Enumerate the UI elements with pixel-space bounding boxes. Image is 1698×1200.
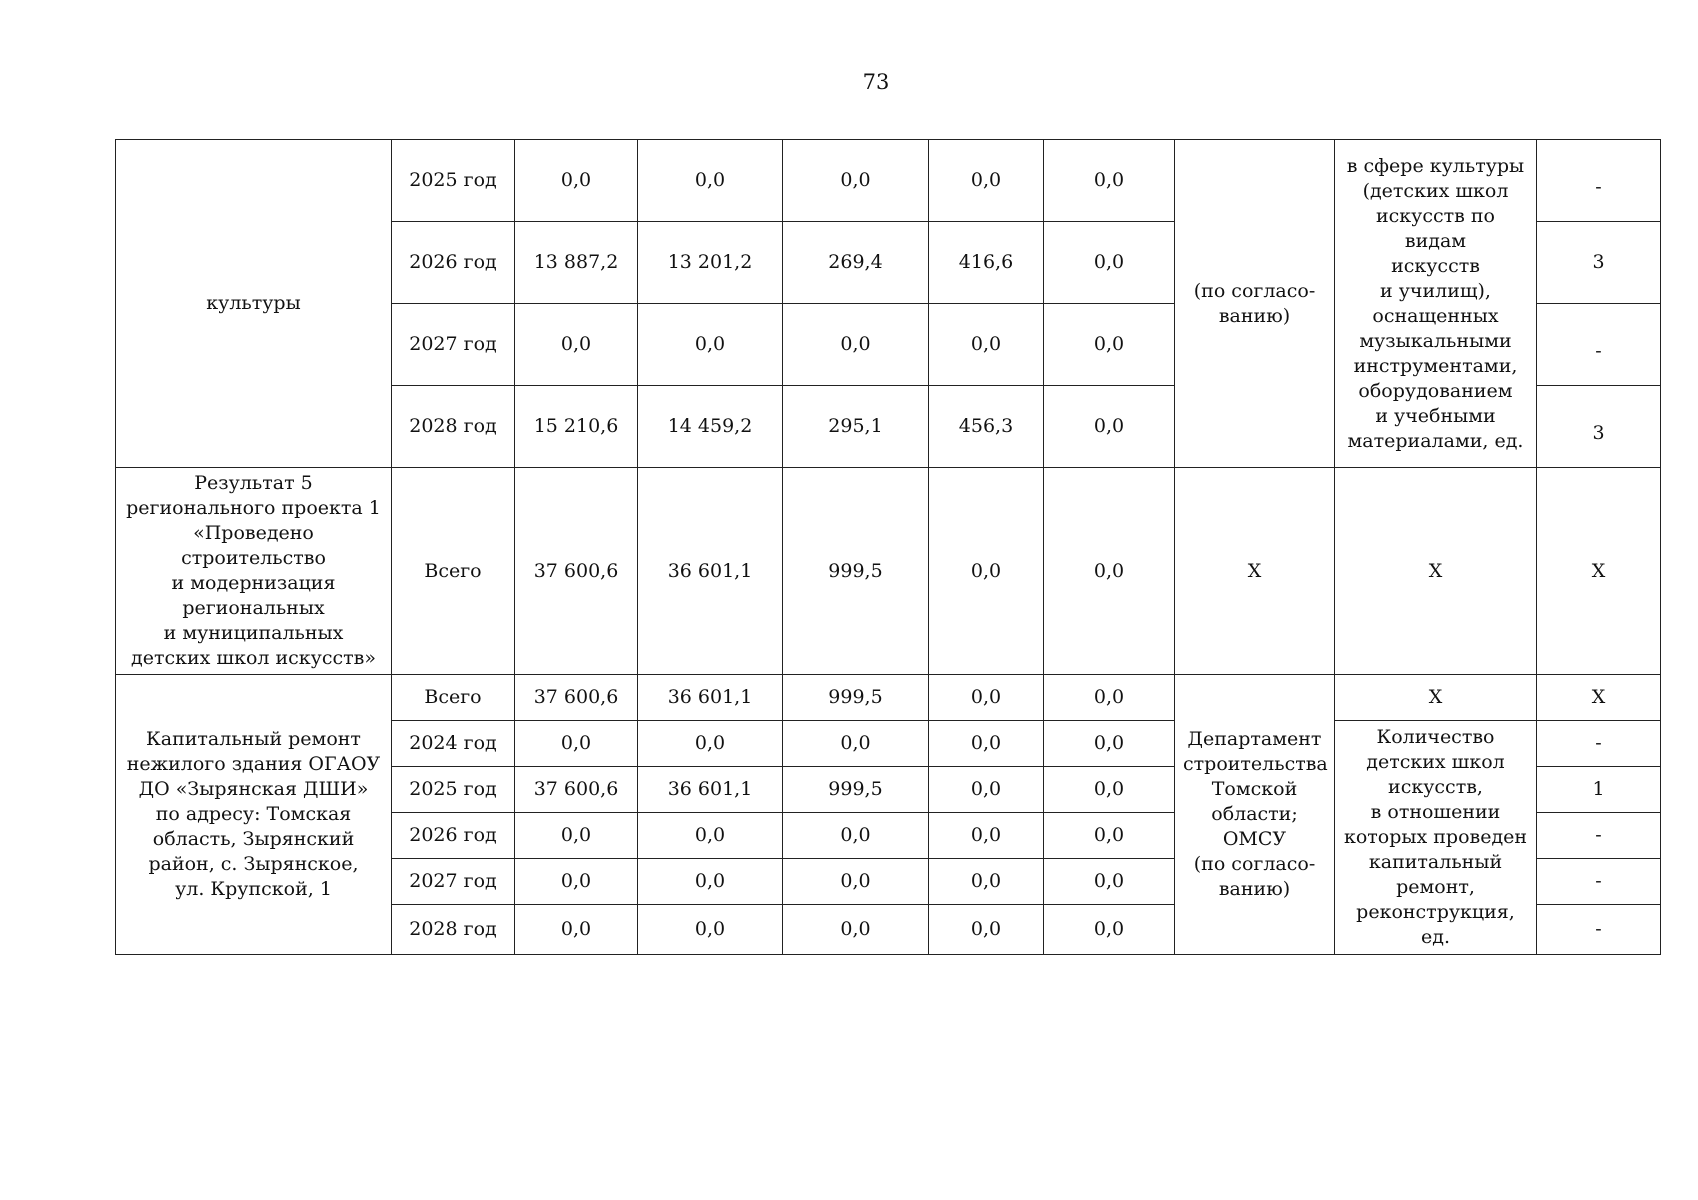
amount-cell: 14 459,2 [638, 386, 783, 468]
amount-cell: 0,0 [515, 304, 638, 386]
amount-cell: 0,0 [929, 813, 1044, 859]
indicator-value-cell: - [1537, 304, 1661, 386]
amount-cell: 0,0 [515, 905, 638, 955]
amount-cell: 0,0 [638, 859, 783, 905]
amount-cell: 37 600,6 [515, 767, 638, 813]
indicator-cell: Х [1335, 675, 1537, 721]
amount-cell: 0,0 [929, 140, 1044, 222]
amount-cell: 37 600,6 [515, 468, 638, 675]
period-cell: 2024 год [392, 721, 515, 767]
amount-cell: 0,0 [1044, 675, 1175, 721]
amount-cell: 416,6 [929, 222, 1044, 304]
amount-cell: 0,0 [638, 721, 783, 767]
amount-cell: 0,0 [638, 304, 783, 386]
indicator-cell: Количество детских школ искусств, в отношении которых проведен капитальный ремонт, реконструкция, ед. [1335, 721, 1537, 955]
amount-cell: 0,0 [929, 721, 1044, 767]
amount-cell: 0,0 [929, 468, 1044, 675]
amount-cell: 0,0 [929, 905, 1044, 955]
activity-name-cell: культуры [116, 140, 392, 468]
amount-cell: 0,0 [515, 721, 638, 767]
indicator-value-cell: - [1537, 813, 1661, 859]
amount-cell: 0,0 [638, 813, 783, 859]
amount-cell: 0,0 [1044, 386, 1175, 468]
amount-cell: 0,0 [515, 813, 638, 859]
indicator-value-cell: - [1537, 905, 1661, 955]
amount-cell: 0,0 [783, 304, 929, 386]
amount-cell: 0,0 [1044, 767, 1175, 813]
amount-cell: 13 201,2 [638, 222, 783, 304]
result-name-cell: Результат 5 регионального проекта 1 «Проведено строительство и модернизация региональных и муниципальных детских школ искусств» [116, 468, 392, 675]
table-row [116, 675, 1661, 721]
amount-cell: 0,0 [783, 859, 929, 905]
table-row [116, 468, 1661, 675]
period-cell: 2028 год [392, 386, 515, 468]
amount-cell: 0,0 [1044, 859, 1175, 905]
amount-cell: 295,1 [783, 386, 929, 468]
amount-cell: 0,0 [1044, 813, 1175, 859]
period-cell: 2028 год [392, 905, 515, 955]
period-cell: 2025 год [392, 140, 515, 222]
financing-table [115, 139, 1661, 955]
amount-cell: 999,5 [783, 767, 929, 813]
period-cell: Всего [392, 675, 515, 721]
amount-cell: 0,0 [929, 859, 1044, 905]
amount-cell: 0,0 [783, 140, 929, 222]
amount-cell: 37 600,6 [515, 675, 638, 721]
activity-name-cell: Капитальный ремонт нежилого здания ОГАОУ ДО «Зырянская ДШИ» по адресу: Томская область, Зырянский район, с. Зырянское, ул. Крупской, 1 [116, 675, 392, 955]
period-cell: 2027 год [392, 304, 515, 386]
indicator-cell: Х [1335, 468, 1537, 675]
amount-cell: 0,0 [1044, 140, 1175, 222]
amount-cell: 0,0 [1044, 304, 1175, 386]
indicator-value-cell: - [1537, 721, 1661, 767]
table-row [116, 140, 1661, 222]
period-cell: Всего [392, 468, 515, 675]
amount-cell: 0,0 [1044, 222, 1175, 304]
amount-cell: 36 601,1 [638, 468, 783, 675]
amount-cell: 0,0 [929, 767, 1044, 813]
amount-cell: 0,0 [515, 140, 638, 222]
amount-cell: 0,0 [1044, 905, 1175, 955]
amount-cell: 36 601,1 [638, 675, 783, 721]
indicator-value-cell: 3 [1537, 222, 1661, 304]
amount-cell: 999,5 [783, 675, 929, 721]
amount-cell: 269,4 [783, 222, 929, 304]
amount-cell: 36 601,1 [638, 767, 783, 813]
amount-cell: 0,0 [783, 813, 929, 859]
amount-cell: 0,0 [1044, 468, 1175, 675]
period-cell: 2027 год [392, 859, 515, 905]
period-cell: 2026 год [392, 813, 515, 859]
amount-cell: 0,0 [783, 721, 929, 767]
indicator-value-cell: - [1537, 859, 1661, 905]
amount-cell: 456,3 [929, 386, 1044, 468]
amount-cell: 0,0 [1044, 721, 1175, 767]
indicator-value-cell: 1 [1537, 767, 1661, 813]
indicator-cell: в сфере культуры (детских школ искусств по видам искусств и училищ), оснащенных музыкальными инструментами, оборудованием и учебными материалами, ед. [1335, 140, 1537, 468]
period-cell: 2026 год [392, 222, 515, 304]
amount-cell: 0,0 [929, 304, 1044, 386]
indicator-value-cell: - [1537, 140, 1661, 222]
indicator-value-cell: 3 [1537, 386, 1661, 468]
amount-cell: 0,0 [638, 905, 783, 955]
period-cell: 2025 год [392, 767, 515, 813]
indicator-value-cell: Х [1537, 675, 1661, 721]
amount-cell: 0,0 [638, 140, 783, 222]
executor-cell: Департамент строительства Томской области; ОМСУ (по согласо- ванию) [1175, 675, 1335, 955]
amount-cell: 13 887,2 [515, 222, 638, 304]
amount-cell: 0,0 [783, 905, 929, 955]
executor-cell: (по согласо- ванию) [1175, 140, 1335, 468]
amount-cell: 0,0 [929, 675, 1044, 721]
indicator-value-cell: Х [1537, 468, 1661, 675]
amount-cell: 15 210,6 [515, 386, 638, 468]
amount-cell: 0,0 [515, 859, 638, 905]
executor-cell: Х [1175, 468, 1335, 675]
page-number: 73 [862, 70, 890, 94]
amount-cell: 999,5 [783, 468, 929, 675]
